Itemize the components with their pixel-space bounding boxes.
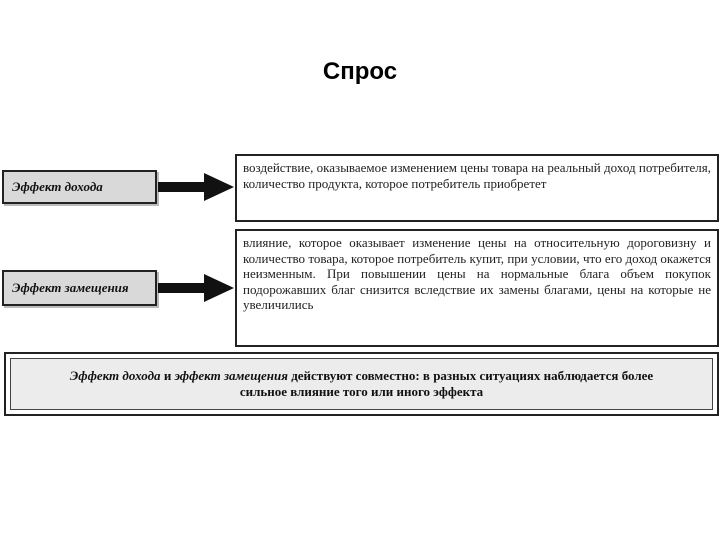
conclusion-inner: [10, 358, 713, 410]
income-arrow-icon: [158, 171, 234, 203]
conclusion-part-income: Эффект дохода: [69, 368, 161, 383]
conclusion-part-rest: действуют совместно: в разных ситуациях наблюдается более сильное влияние того или иного эффекта: [239, 368, 654, 399]
income-effect-label: [2, 170, 157, 204]
conclusion-text: [51, 368, 672, 400]
substitution-effect-label: [2, 270, 157, 306]
conclusion-part-and: и: [160, 368, 175, 383]
substitution-effect-description: влияние, которое оказывает изменение цены на относительную дороговизну и количество товара, которое потребитель купит, при условии, что его доход окажется неизменным. При повышении цены на нормальные блага объем покупок подорожавших благ снизится вследствие их замены благами, цены на которые не увеличились: [235, 229, 719, 347]
substitution-arrow-icon: [158, 272, 234, 304]
income-effect-description: воздействие, оказываемое изменением цены товара на реальный доход потребителя, количество продукта, которое потребитель приобретет: [235, 154, 719, 222]
conclusion-box: [4, 352, 719, 416]
conclusion-part-substitution: эффект замещения: [174, 368, 288, 383]
income-effect-label-text: Эффект дохода: [12, 179, 103, 194]
substitution-effect-label-text: Эффект замещения: [12, 280, 129, 295]
page-title: Спрос: [322, 58, 398, 85]
